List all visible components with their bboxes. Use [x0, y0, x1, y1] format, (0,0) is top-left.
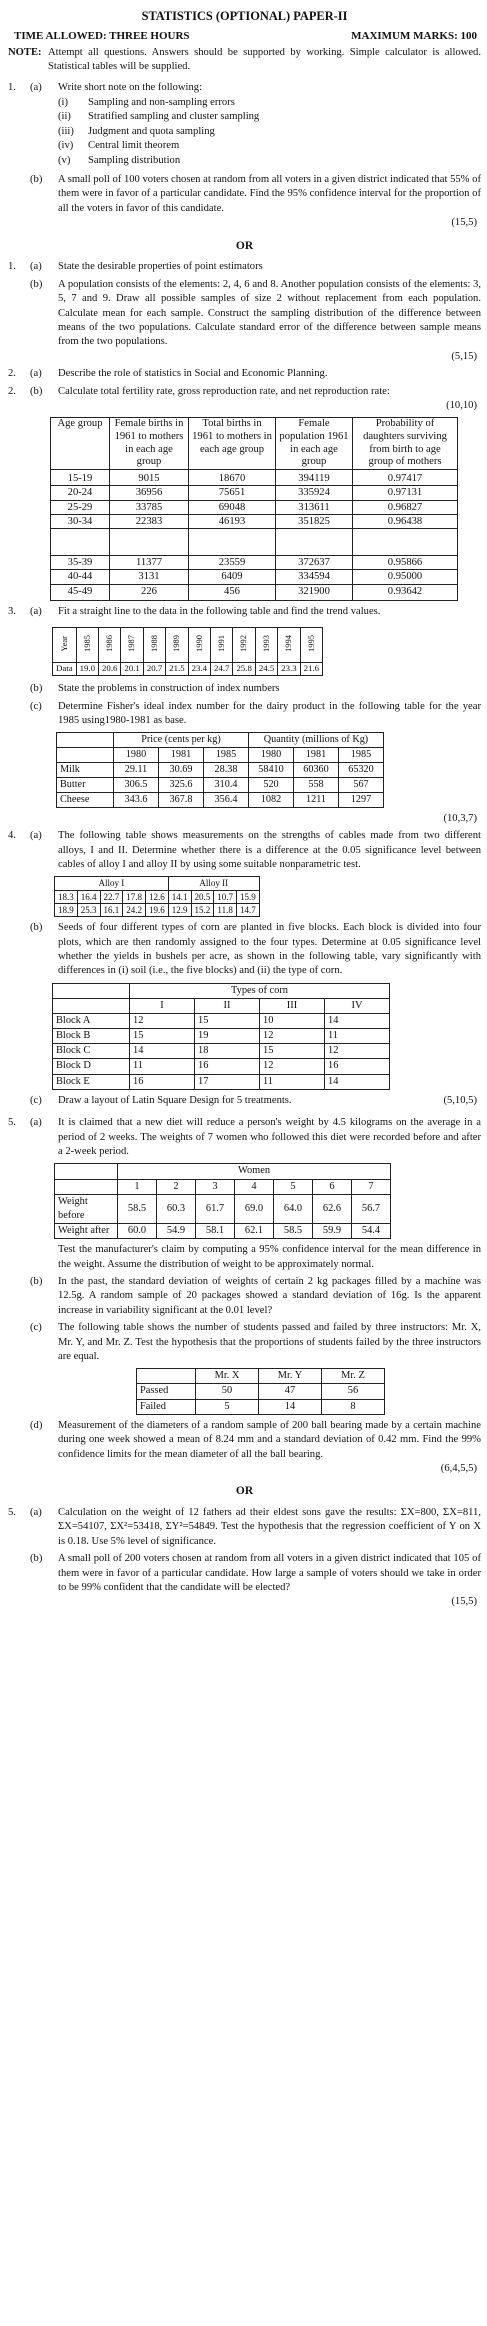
table-row: 15-19 9015 18670 394119 0.97417 [51, 470, 458, 486]
exam-meta [8, 29, 481, 44]
question-4c: (c) Draw a layout of Latin Square Design for 5 treatments. (5,10,5) [8, 1094, 481, 1108]
marks: (6,4,5,5) [440, 1462, 477, 1474]
question-1a-alt: 1. (a) State the desirable properties of point estimators [8, 261, 263, 273]
time-allowed: TIME ALLOWED: THREE HOURS [14, 29, 190, 42]
table-row: 25-29 33785 69048 313611 0.96827 [51, 500, 458, 514]
note-text: Attempt all questions. Answers should be supported by working. Simple calculator is allowed. Statistical tables will be supplied. [48, 46, 481, 73]
table-row: Block C 14 18 15 12 [53, 1044, 390, 1059]
table-row: 30-34 22383 46193 351825 0.96438 [51, 514, 458, 528]
question-4a: 4. (a) The following table shows measurements on the strengths of cables made from two different alloys, I and II. Determine whether there is a difference at the 0.05 significance level between cables of alloy I and alloy II by using some suitable nonparametric test. [8, 830, 481, 871]
list-item: (ii) Stratified sampling and cluster sampling [58, 111, 260, 123]
table-row: 18.3 16.4 22.7 17.8 12.6 14.1 20.5 10.7 15.9 [55, 890, 260, 903]
table-row: Block D 11 16 12 16 [53, 1059, 390, 1074]
note-label: NOTE: [8, 46, 42, 58]
instructor-pass-fail-table: Mr. X Mr. Y Mr. Z Passed 50 47 56 Failed 5 14 8 [136, 1368, 385, 1414]
question-5a: 5. (a) It is claimed that a new diet will reduce a person's weight by 4.5 kilograms on the average in a period of 2 weeks. The weights of 7 women who followed this diet were recorded before and after a 2-week period. [8, 1117, 481, 1157]
column-header: Female births in 1961 to mothers in each age group [110, 418, 189, 470]
list-item: (iv) Central limit theorem [58, 140, 180, 152]
diet-weights-table: Women 1 2 3 4 5 6 7 Weight before 58.5 60.3 61.7 69.0 64.0 62.6 56.7 Weight after 60.0 54.9 58.1 62.1 58.5 59.9 54.4 [54, 1163, 391, 1239]
table-row: Block B 15 19 12 11 [53, 1029, 390, 1044]
table-row: 18.9 25.3 16.1 24.2 19.6 12.9 15.2 11.8 14.7 [55, 903, 260, 916]
table-row: Block E 16 17 11 14 [53, 1074, 390, 1089]
trend-table: Year 1985 1986 1987 1988 1989 1990 1991 1992 1993 1994 1995 Data 19.0 20.6 20.1 20.7 21.5 23.4 24.7 25.8 24.5 23.3 21.6 [52, 627, 323, 676]
question-5d: (d) Measurement of the diameters of a random sample of 200 ball bearing made by a certain machine during one week showed a mean of 8.24 mm and a standard deviation of 0.42 mm. Find the 99% confidence limits for the mean diameter of all the ball bearing. (6,4,5,5) [8, 1419, 481, 1477]
table-row: Weight after 60.0 54.9 58.1 62.1 58.5 59.9 54.4 [55, 1223, 391, 1238]
question-5b-alt: (b) A small poll of 200 voters chosen at random from all voters in a given district indicated that 105 of them were in favor of a particular candidate. How large a sample of voters should we take in order to be 99% confident that the candidate will be elected? (15,5) [8, 1552, 481, 1610]
question-1b: (b) A small poll of 100 voters chosen at random from all voters in a given district indicated that 55% of them were in favor of a particular candidate. Find the 95% confidence interval for the proportion of all the voters in favor of this candidate. (15,5) [8, 173, 481, 231]
table-row: 35-39 11377 23559 372637 0.95866 [51, 556, 458, 570]
marks: (10,3,7) [443, 812, 477, 824]
table-row: 40-44 3131 6409 334594 0.95000 [51, 570, 458, 584]
question-5a-alt: 5. (a) Calculation on the weight of 12 fathers ad their eldest sons gave the results: ΣX=800, ΣX=811, ΣX=54107, ΣX²=53418, ΣY²=54849. Test the hypothesis that the regression coefficient of Y on X is 0.18. Use 5% level of significance. [8, 1507, 481, 1547]
table-row: 20-24 36956 75651 335924 0.97131 [51, 486, 458, 500]
question-5b: (b) In the past, the standard deviation of weights of certain 2 kg packages filled by a machine was 12.5g. A random sample of 20 packages showed a standard deviation of 16g. Is the apparent increase in variability significant at the 0.01 level? [30, 1275, 481, 1316]
alloy-strength-table: Alloy I Alloy II 18.3 16.4 22.7 17.8 12.6 14.1 20.5 10.7 15.9 18.9 25.3 16.1 24.2 19.6 12.9 15.2 11.8 14.7 [54, 876, 260, 917]
page-title: STATISTICS (OPTIONAL) PAPER-II [141, 9, 348, 23]
instructions-note [8, 46, 481, 75]
table-row: Failed 5 14 8 [137, 1399, 385, 1414]
marks: (15,5) [451, 1596, 477, 1608]
maximum-marks: MAXIMUM MARKS: 100 [351, 29, 477, 42]
table-row: Milk 29.11 30.69 28.38 58410 60360 65320 [57, 763, 384, 778]
column-header: Female population 1961 in each age group [276, 418, 353, 470]
list-item: (i) Sampling and non-sampling errors [58, 97, 235, 109]
short-note-list [58, 96, 481, 168]
list-item: (iii) Judgment and quota sampling [58, 125, 215, 137]
question-3b: (b) State the problems in construction of index numbers [30, 683, 280, 695]
question-4b: (b) Seeds of four different types of corn are planted in five blocks. Each block is divided into four plots, which are then randomly assigned to the four types. Determine at 0.05 significance level whether the yields in bushels per acre, as shown in the following table, vary significantly with differences in (i) soil (i.e., the five blocks) and (ii) the type of corn. [30, 922, 481, 977]
table-row: 45-49 226 456 321900 0.93642 [51, 584, 458, 600]
question-3a: 3. (a) Fit a straight line to the data in the following table and find the trend values. [8, 605, 381, 617]
question-5c: (c) The following table shows the number of students passed and failed by three instructors: Mr. X, Mr. Y, and Mr. Z. Test the hypothesis that the proportions of students failed by the three instructors are equal. [30, 1322, 481, 1362]
table-row: Passed 50 47 56 [137, 1384, 385, 1399]
question-5a-text2: Test the manufacturer's claim by computing a 95% confidence interval for the mean difference in the weight. Assume the distribution of weight to be approximately normal. [58, 1244, 481, 1270]
corn-yield-table: Types of corn I II III IV Block A 12 15 10 14 Block B 15 19 12 11 Block C 14 18 15 12 Block D 11 16 12 16 Block E 16 17 11 14 [52, 983, 390, 1090]
question-1b-alt: (b) A population consists of the elements: 2, 4, 6 and 8. Another population consists of the elements: 3, 5, 7 and 9. Draw all possible samples of size 2 without replacement from each population. Calculate mean for each sample. Construct the sampling distribution of the difference between means of the two populations. Calculate standard error of the difference between sample means from the two populations. (5,15) [8, 278, 481, 364]
marks: (5,15) [451, 350, 477, 362]
list-item: (v) Sampling distribution [58, 154, 181, 166]
table-row: Butter 306.5 325.6 310.4 520 558 567 [57, 778, 384, 793]
column-header: Age group [51, 418, 110, 470]
marks: (15,5) [451, 217, 477, 229]
table-row: Weight before 58.5 60.3 61.7 69.0 64.0 62.6 56.7 [55, 1194, 391, 1223]
question-2b: 2. (b) Calculate total fertility rate, gross reproduction rate, and net reproduction rate: (10,10) [8, 385, 481, 414]
question-2a: 2. (a) Describe the role of statistics in Social and Economic Planning. [8, 368, 328, 380]
dairy-index-table: Price (cents per kg) Quantity (millions of Kg) 1980 1981 1985 1980 1981 1985 Milk 29.11 30.69 28.38 58410 60360 65320 Butter 306.5 325.6 310.4 520 558 567 Cheese 343.6 367.8 356.4 1082 1211 1297 [56, 732, 384, 807]
or-separator: OR [235, 239, 254, 252]
fertility-table [50, 417, 458, 600]
question-1a: 1. (a) Write short note on the following: (i) Sampling and non-sampling errors (ii) Stratified sampling and cluster sampling (iii) Judgment and quota sampling (iv) Central limit theorem (v) Sampling distribution [8, 81, 481, 170]
table-row: Data 19.0 20.6 20.1 20.7 21.5 23.4 24.7 25.8 24.5 23.3 21.6 [53, 663, 323, 676]
or-separator: OR [235, 1485, 254, 1498]
table-row: Block A 12 15 10 14 [53, 1014, 390, 1029]
marks: (5,10,5) [443, 1094, 477, 1106]
column-header: Total births in 1961 to mothers in each age group [189, 418, 276, 470]
marks: (10,10) [446, 399, 477, 411]
column-header: Probability of daughters surviving from birth to age group of mothers [353, 418, 458, 470]
table-row: Cheese 343.6 367.8 356.4 1082 1211 1297 [57, 792, 384, 807]
question-3c: (c) Determine Fisher's ideal index number for the dairy product in the following table for the year 1985 using1980-1981 as base. [30, 700, 481, 727]
